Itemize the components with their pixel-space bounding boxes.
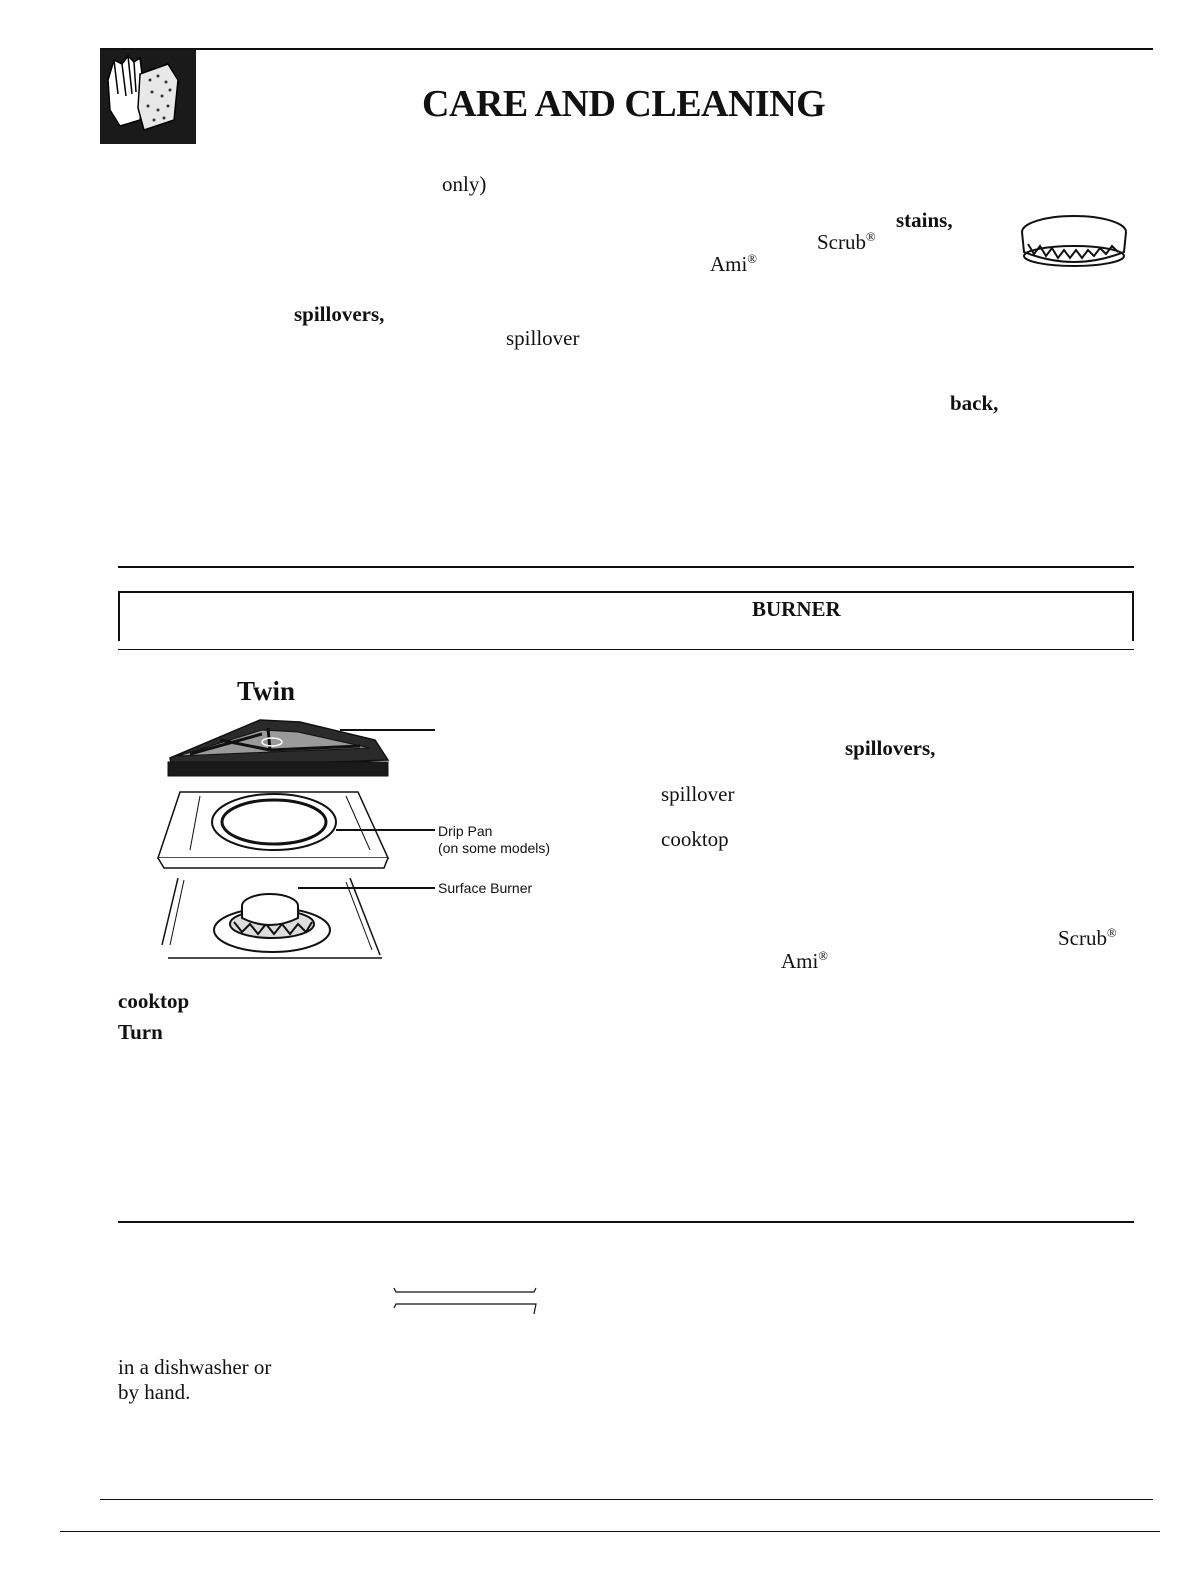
text-back: back, xyxy=(950,391,999,415)
surface-burner-illustration xyxy=(162,878,435,958)
burner-box-bottom xyxy=(118,649,1134,650)
text-spillovers: spillovers, xyxy=(294,302,385,326)
burner-box-left xyxy=(118,591,120,641)
section-divider-1 xyxy=(118,566,1134,568)
text-stains: stains, xyxy=(896,208,953,232)
drip-pan-illustration xyxy=(158,792,435,868)
text-scrub-2: Scrub® xyxy=(1058,926,1117,950)
text-dishwasher-line2: by hand. xyxy=(118,1380,191,1404)
header-rule xyxy=(100,48,1153,50)
footer-rule-2 xyxy=(60,1531,1160,1532)
text-dishwasher-line1: in a dishwasher or xyxy=(118,1355,272,1379)
text-cooktop-left: cooktop xyxy=(118,989,190,1013)
text-spillover: spillover xyxy=(506,326,580,350)
burner-box-right xyxy=(1132,591,1134,641)
text-spillovers-2: spillovers, xyxy=(845,736,936,760)
label-drip-pan: Drip Pan (on some models) xyxy=(438,823,551,856)
text-ami: Ami® xyxy=(710,252,757,276)
text-only: only) xyxy=(442,172,487,196)
page-title: CARE AND CLEANING xyxy=(422,83,826,125)
text-twin: Twin xyxy=(237,676,296,706)
text-scrub: Scrub® xyxy=(817,230,876,254)
text-turn: Turn xyxy=(118,1020,163,1044)
text-ami-2: Ami® xyxy=(781,949,828,973)
burner-cap-illustration xyxy=(1018,210,1130,270)
grate-illustration xyxy=(168,720,388,776)
section-divider-2 xyxy=(118,1221,1134,1223)
burner-exploded-diagram xyxy=(150,710,440,970)
hand-sponge-icon xyxy=(100,50,196,144)
burner-header: BURNER xyxy=(752,597,841,621)
text-cooktop-2: cooktop xyxy=(661,827,729,851)
label-surface-burner: Surface Burner xyxy=(438,880,533,896)
footer-rule-1 xyxy=(100,1499,1153,1500)
small-bracket-illustration xyxy=(390,1284,540,1320)
burner-box-top xyxy=(118,591,1134,593)
text-spillover-2: spillover xyxy=(661,782,735,806)
